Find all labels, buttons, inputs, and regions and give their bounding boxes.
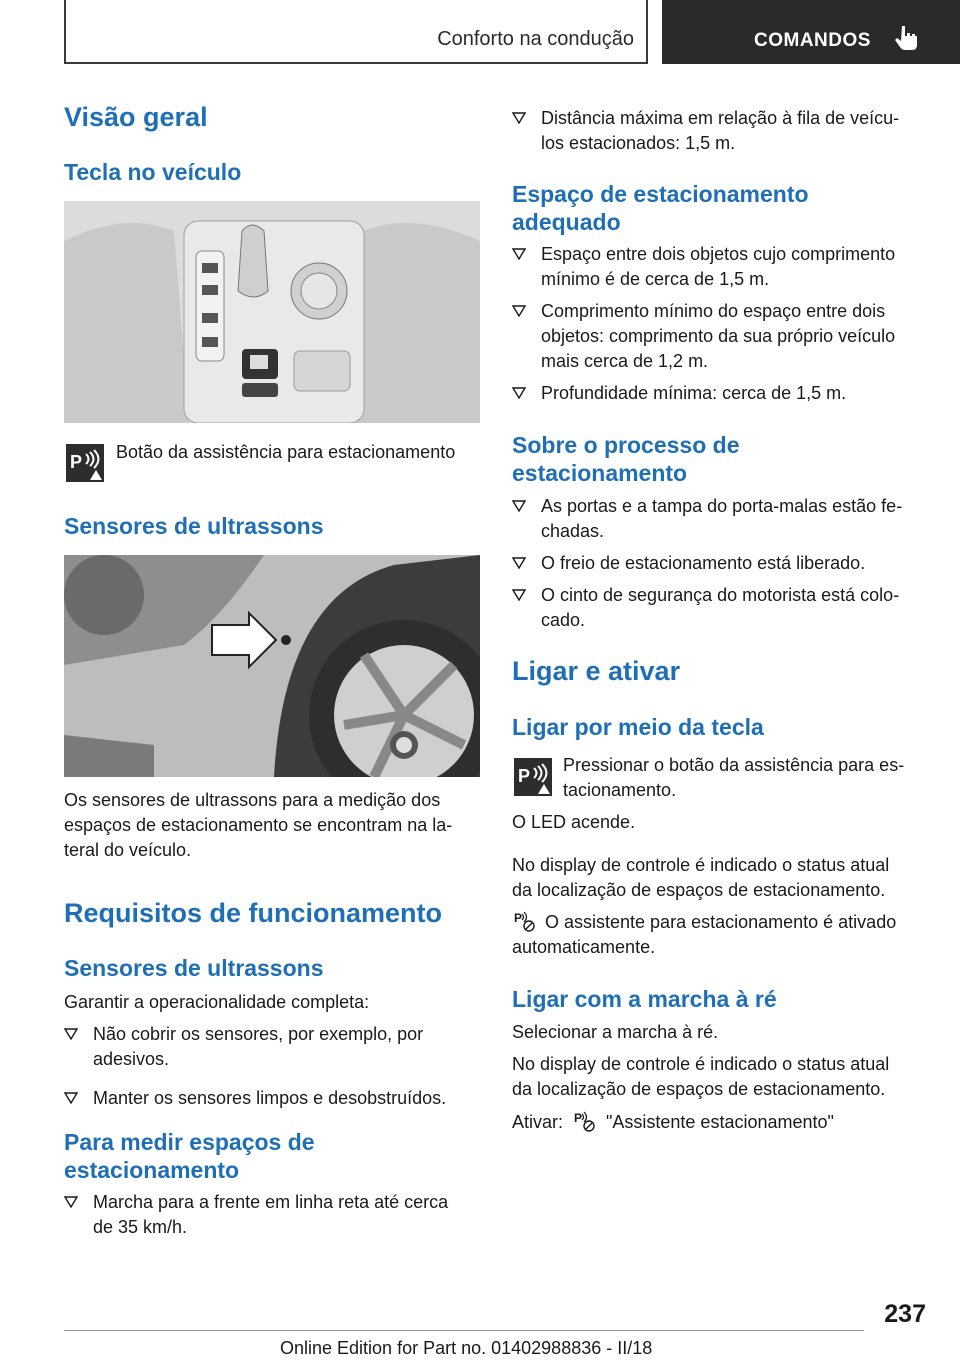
park-assist-button-icon [66, 444, 104, 482]
ultrasonic-sensor-image [64, 555, 480, 777]
svg-text:P: P [70, 452, 83, 472]
sensors-description-line: teral do veículo. [64, 840, 192, 860]
sensors-description [64, 788, 484, 863]
heading-ultrasonic-sensors-2: Sensores de ultrassons [64, 955, 324, 981]
park-assist-symbol-icon [574, 1110, 596, 1132]
footer-divider [64, 1330, 864, 1331]
menu-item-park-assistant: "Assistente estacionamento" [606, 1112, 834, 1132]
park-assist-button-icon [514, 758, 552, 796]
heading-overview: Visão geral [64, 102, 208, 132]
display-status-text: No display de controle é indicado o status atual da localização de espaços de estacionamento. [512, 855, 890, 900]
heading-suitable-space: Espaço de estacionamento adequado [512, 181, 809, 235]
requirements-list: Não cobrir os sensores, por exemplo, por adesivos. Manter os sensores limpos e desobstruídos. [64, 1022, 484, 1142]
bullet-triangle-icon [64, 1196, 78, 1208]
heading-key-in-vehicle: Tecla no veículo [64, 159, 242, 185]
chapter-tab[interactable] [662, 0, 960, 64]
section-title: Conforto na condução [437, 28, 634, 50]
distance-list: Distância máxima em relação à fila de veícu‐ los estacionados: 1,5 m. [512, 106, 932, 166]
key-caption: Botão da assistência para estacionamento [116, 442, 456, 462]
auto-activated-text-2: automaticamente. [512, 937, 656, 957]
heading-reverse-gear: Ligar com a marcha à ré [512, 986, 777, 1012]
page-number: 237 [884, 1300, 926, 1328]
bullet-triangle-icon [512, 112, 526, 124]
heading-switch-on: Ligar e ativar [512, 656, 681, 686]
select-reverse-text: Selecionar a marcha à ré. [512, 1022, 719, 1042]
activate-label: Ativar: [512, 1112, 564, 1132]
chapter-tab-label: COMANDOS [754, 30, 871, 51]
heading-measure-spaces: Para medir espaços de estacionamento [64, 1129, 315, 1183]
bullet-triangle-icon [512, 589, 526, 601]
press-instruction: Pressionar o botão da assistência para es‐ tacionamento. [563, 755, 905, 800]
svg-text:P: P [514, 911, 523, 925]
heading-switch-on-key: Ligar por meio da tecla [512, 714, 764, 740]
guarantee-text: Garantir a operacionalidade completa: [64, 992, 370, 1012]
edition-note: Online Edition for Part no. 01402988836 - II/18 [280, 1338, 653, 1358]
measure-list: Marcha para a frente em linha reta até cerca de 35 km/h. [64, 1190, 484, 1250]
svg-text:P: P [518, 766, 531, 786]
space-list: Espaço entre dois objetos cujo comprimento mínimo é de cerca de 1,5 m. Comprimento mínimo do espaço entre dois objetos: comprimento da sua próprio veículo mais cerca de 1,2 m. Profundidade mínima: cerca de 1,5 m. [512, 242, 932, 412]
process-list: As portas e a tampa do porta-malas estão fe‐ chadas. O freio de estacionamento está liberado. O cinto de segurança do motorista está colo‐ cado. [512, 494, 932, 644]
bullet-triangle-icon [512, 305, 526, 317]
heading-parking-process: Sobre o processo de estacionamento [512, 432, 740, 486]
bullet-triangle-icon [64, 1028, 78, 1040]
heading-requirements: Requisitos de funcionamento [64, 898, 443, 928]
heading-ultrasonic-sensors: Sensores de ultrassons [64, 513, 324, 539]
bullet-triangle-icon [512, 248, 526, 260]
center-console-image [64, 201, 480, 423]
sensors-description-line: espaços de estacionamento se encontram na la‐ [64, 815, 453, 835]
bullet-triangle-icon [512, 500, 526, 512]
bullet-triangle-icon [512, 557, 526, 569]
sensors-description-line: Os sensores de ultrassons para a medição dos [64, 790, 441, 810]
park-assist-symbol-icon [514, 910, 536, 932]
led-text: O LED acende. [512, 812, 636, 832]
svg-text:P: P [574, 1111, 583, 1125]
bullet-triangle-icon [64, 1092, 78, 1104]
bullet-triangle-icon [512, 387, 526, 399]
display-status-text-2: No display de controle é indicado o status atual da localização de espaços de estacionamento. [512, 1054, 890, 1099]
hand-pointer-icon [894, 24, 920, 52]
auto-activated-text: O assistente para estacionamento é ativado [545, 912, 897, 932]
